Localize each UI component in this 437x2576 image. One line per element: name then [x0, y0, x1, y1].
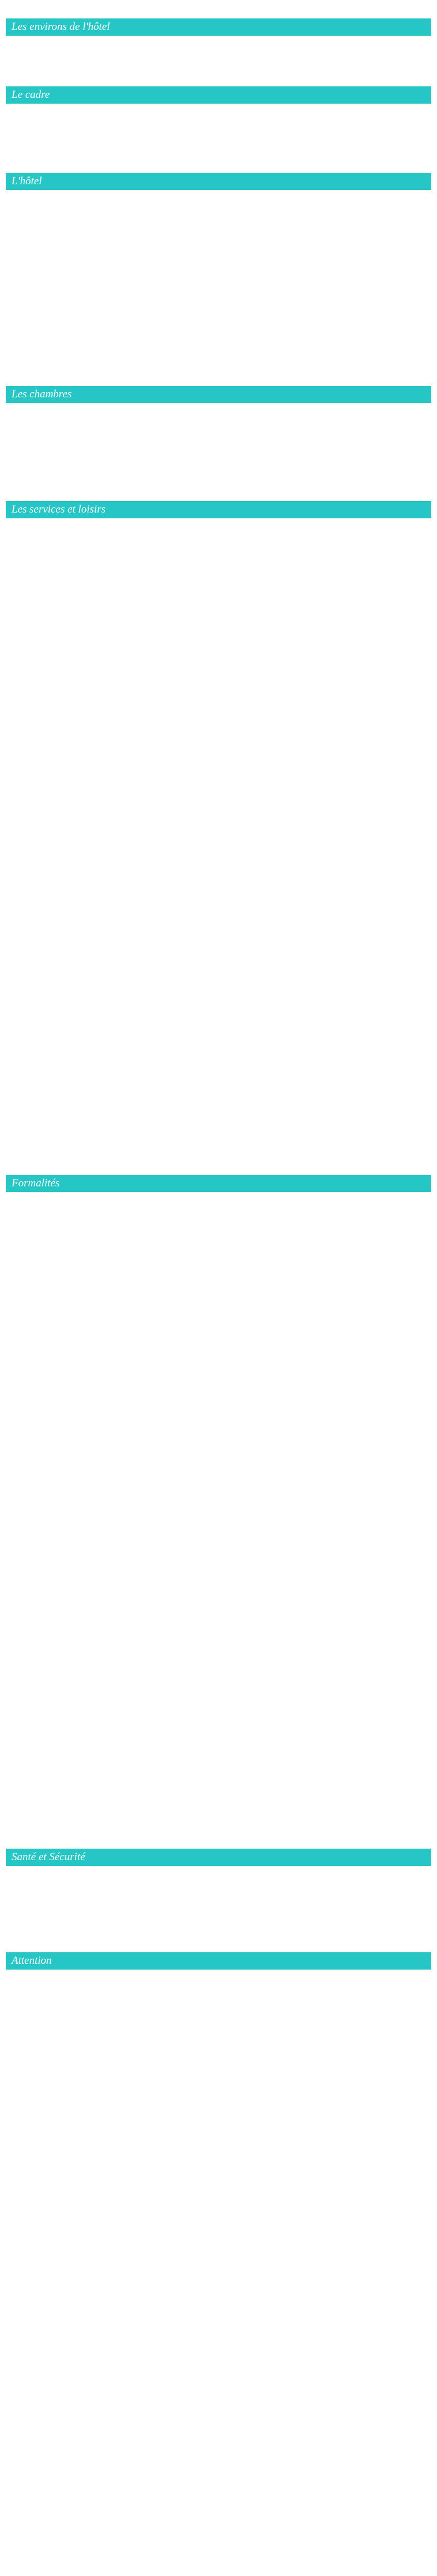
section-title-services: Les services et loisirs: [6, 501, 431, 518]
paragraph: [8, 409, 429, 417]
section-title-sante-securite: Santé et Sécurité: [6, 1849, 431, 1866]
paragraph: [8, 1872, 429, 1880]
section-chambres: [6, 386, 431, 484]
paragraph: [8, 196, 429, 204]
section-title-attention: Attention: [6, 1952, 431, 1970]
section-title-environs: Les environs de l'hôtel: [6, 18, 431, 36]
section-hotel: [6, 173, 431, 369]
section-title-hotel: L'hôtel: [6, 173, 431, 190]
section-services: [6, 501, 431, 1158]
section-body-cadre: [6, 104, 431, 155]
section-title-formalites: Formalités: [6, 1175, 431, 1192]
section-environs: [6, 18, 431, 69]
section-body-services: [6, 518, 431, 1158]
section-body-sante-securite: [6, 1866, 431, 1935]
section-body-chambres: [6, 403, 431, 484]
section-body-hotel: [6, 190, 431, 369]
paragraph: [8, 1975, 429, 1983]
section-body-environs: [6, 36, 431, 69]
section-title-chambres: Les chambres: [6, 386, 431, 403]
section-sante-securite: [6, 1849, 431, 1935]
section-body-attention: [6, 1970, 431, 2540]
paragraph: [8, 1198, 429, 1206]
paragraph: [8, 109, 429, 117]
paragraph: [8, 524, 429, 532]
section-title-cadre: Le cadre: [6, 86, 431, 104]
section-cadre: [6, 86, 431, 155]
section-body-formalites: [6, 1192, 431, 1831]
paragraph: [8, 41, 429, 50]
section-formalites: [6, 1175, 431, 1831]
section-attention: [6, 1952, 431, 2540]
